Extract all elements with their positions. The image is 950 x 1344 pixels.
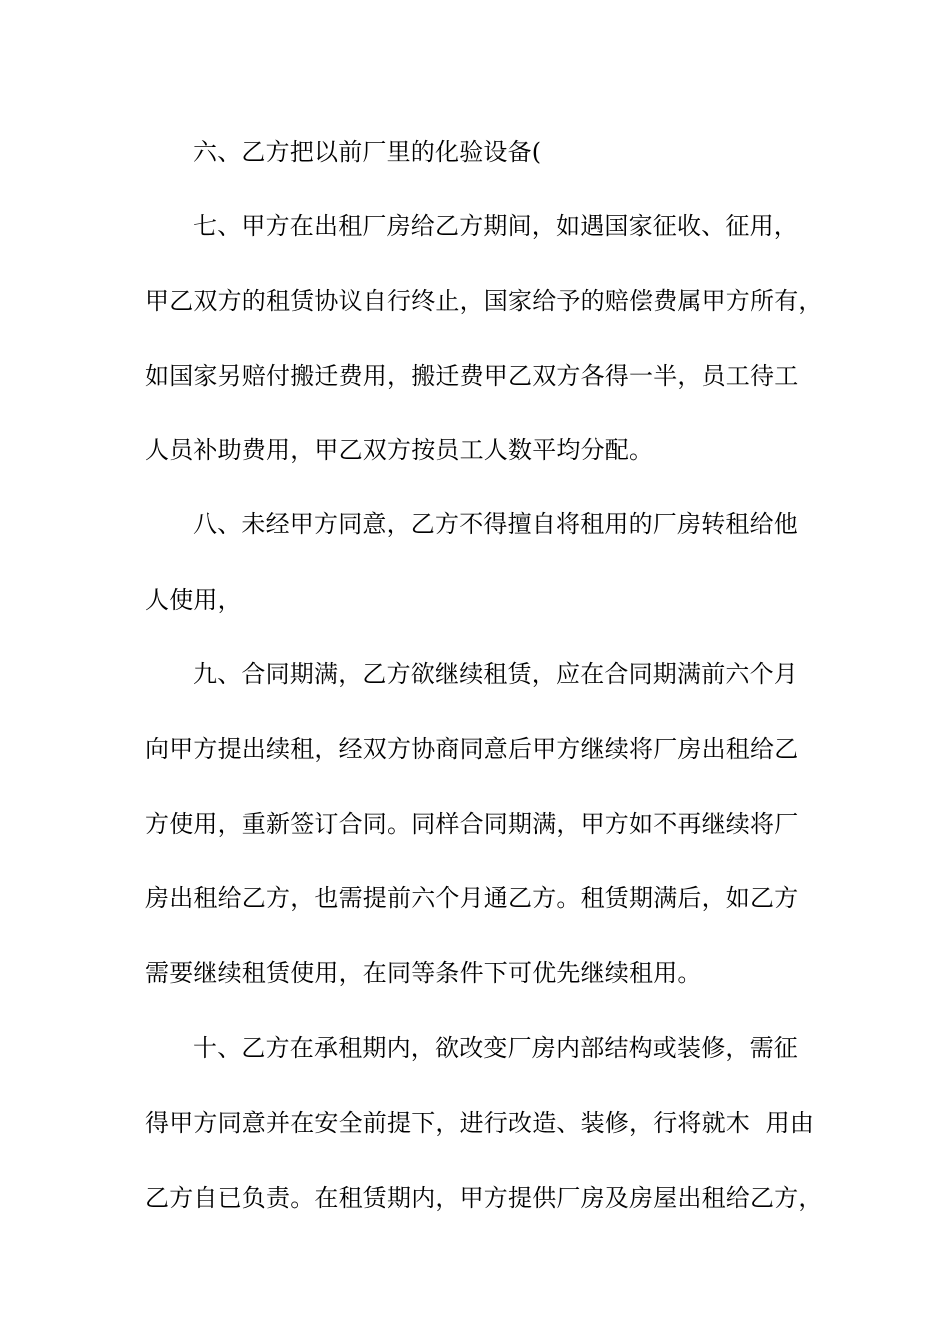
paragraph-line: 人使用，	[145, 586, 242, 614]
paragraph-line: 如国家另赔付搬迁费用，搬迁费甲乙双方各得一半，员工待工	[145, 362, 799, 390]
paragraph-line: 向甲方提出续租，经双方协商同意后甲方继续将厂房出租给乙	[145, 735, 799, 763]
paragraph-line: 乙方自已负责。在租赁期内，甲方提供厂房及房屋出租给乙方，	[145, 1184, 823, 1212]
paragraph-line: 十、乙方在承租期内，欲改变厂房内部结构或装修，需征	[193, 1034, 798, 1062]
paragraph-line: 七、甲方在出租厂房给乙方期间，如遇国家征收、征用，	[193, 212, 798, 240]
paragraph-line: 六、乙方把以前厂里的化验设备(	[193, 138, 542, 166]
paragraph-line: 房出租给乙方，也需提前六个月通乙方。租赁期满后，如乙方	[145, 884, 799, 912]
paragraph-line: 得甲方同意并在安全前提下，进行改造、装修，行将就木 用由	[145, 1109, 815, 1137]
paragraph-line: 九、合同期满，乙方欲继续租赁，应在合同期满前六个月	[193, 660, 798, 688]
paragraph-line: 人员补助费用，甲乙双方按员工人数平均分配。	[145, 436, 654, 464]
paragraph-line: 需要继续租赁使用，在同等条件下可优先继续租用。	[145, 959, 702, 987]
paragraph-line: 甲乙双方的租赁协议自行终止，国家给予的赔偿费属甲方所有，	[145, 287, 823, 315]
paragraph-line: 方使用，重新签订合同。同样合同期满，甲方如不再继续将厂	[145, 810, 799, 838]
paragraph-line: 八、未经甲方同意，乙方不得擅自将租用的厂房转租给他	[193, 510, 798, 538]
